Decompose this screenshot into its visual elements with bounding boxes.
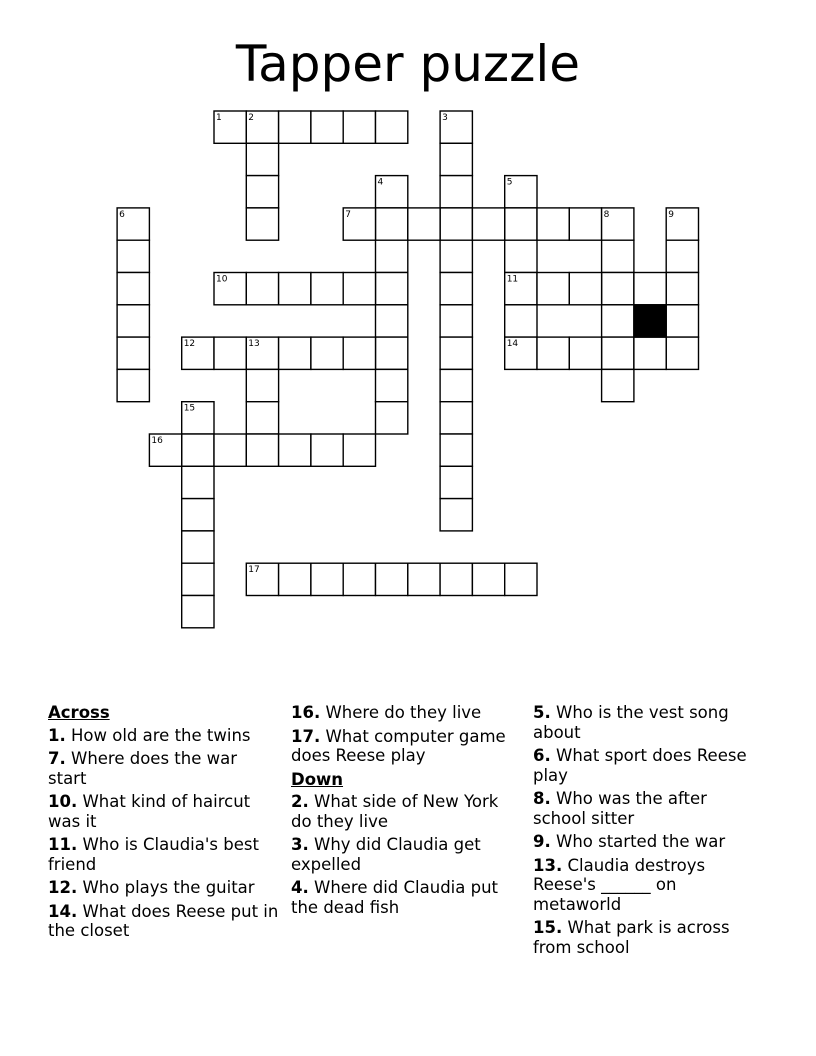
grid-cell[interactable] bbox=[246, 143, 278, 175]
grid-cell[interactable] bbox=[117, 369, 149, 401]
clue-text: Why did Claudia get expelled bbox=[291, 835, 481, 874]
grid-cell[interactable] bbox=[246, 369, 278, 401]
grid-cell[interactable] bbox=[602, 273, 634, 305]
clue-column-3 bbox=[533, 703, 761, 961]
grid-cell[interactable] bbox=[666, 240, 698, 272]
clue-column-1 bbox=[48, 703, 280, 945]
clue-down-9 bbox=[533, 832, 761, 852]
cell-number: 3 bbox=[442, 113, 448, 123]
grid-cell[interactable] bbox=[246, 402, 278, 434]
clue-text: Who plays the guitar bbox=[82, 878, 255, 897]
cell-number: 5 bbox=[506, 177, 513, 188]
grid-cell[interactable] bbox=[537, 273, 569, 305]
grid-cell[interactable] bbox=[634, 337, 666, 369]
clue-text: Who is Claudia's best friend bbox=[48, 835, 259, 874]
grid-cell[interactable] bbox=[279, 563, 311, 595]
puzzle-title: Tapper puzzle bbox=[235, 35, 581, 93]
grid-cell[interactable] bbox=[182, 563, 214, 595]
clue-text: What park is across from school bbox=[533, 918, 730, 957]
grid-cell[interactable] bbox=[505, 305, 537, 337]
grid-cell[interactable] bbox=[376, 369, 408, 401]
grid-cell[interactable] bbox=[440, 563, 472, 595]
black-cell bbox=[634, 305, 666, 337]
grid-cell[interactable] bbox=[117, 240, 149, 272]
grid-cell[interactable] bbox=[440, 305, 472, 337]
grid-cell[interactable] bbox=[246, 273, 278, 305]
grid-cell[interactable] bbox=[311, 273, 343, 305]
grid-cell[interactable] bbox=[279, 111, 311, 143]
grid-cell[interactable] bbox=[214, 337, 246, 369]
grid-cell[interactable] bbox=[117, 273, 149, 305]
clue-across-14 bbox=[48, 902, 280, 941]
grid-cell[interactable] bbox=[602, 305, 634, 337]
grid-cell[interactable] bbox=[634, 273, 666, 305]
clue-across-11 bbox=[48, 835, 280, 874]
grid-cell[interactable] bbox=[505, 208, 537, 240]
grid-cell[interactable] bbox=[246, 176, 278, 208]
cell-number: 13 bbox=[248, 339, 260, 350]
cell-number: 11 bbox=[506, 274, 519, 285]
clue-down-15 bbox=[533, 918, 761, 957]
grid-cell[interactable] bbox=[666, 337, 698, 369]
cell-number: 10 bbox=[216, 274, 228, 285]
grid-cell[interactable] bbox=[376, 402, 408, 434]
clue-text: Where do they live bbox=[325, 703, 482, 722]
clue-across-1 bbox=[48, 726, 280, 746]
grid-cell[interactable] bbox=[376, 563, 408, 595]
cell-number: 7 bbox=[345, 209, 351, 220]
clue-down-4 bbox=[291, 878, 519, 917]
grid-cell[interactable] bbox=[376, 240, 408, 272]
grid-cell[interactable] bbox=[343, 337, 375, 369]
clue-across-10 bbox=[48, 792, 280, 831]
grid-cell[interactable] bbox=[311, 563, 343, 595]
cell-number: 1 bbox=[216, 113, 222, 123]
clue-text: Where did Claudia put the dead fish bbox=[291, 878, 499, 917]
clue-number: 14. bbox=[48, 901, 78, 921]
clue-down-5 bbox=[533, 703, 761, 742]
grid-cell[interactable] bbox=[343, 273, 375, 305]
grid-cell[interactable] bbox=[472, 208, 504, 240]
grid-cell[interactable] bbox=[117, 305, 149, 337]
clue-down-6 bbox=[533, 746, 761, 785]
clue-column-2 bbox=[291, 703, 519, 921]
grid-cell[interactable] bbox=[311, 434, 343, 466]
clue-number: 1. bbox=[48, 725, 66, 745]
grid-cell[interactable] bbox=[537, 337, 569, 369]
clue-down-8 bbox=[533, 789, 761, 828]
clue-number: 4. bbox=[291, 878, 309, 897]
grid-cell[interactable] bbox=[311, 337, 343, 369]
grid-cell[interactable] bbox=[440, 402, 472, 434]
clue-number: 9. bbox=[533, 832, 551, 851]
clue-down-3 bbox=[291, 835, 519, 874]
clue-number: 12. bbox=[48, 878, 78, 897]
clue-text: What computer game does Reese play bbox=[291, 726, 506, 765]
clue-number: 11. bbox=[48, 835, 78, 854]
clue-number: 17. bbox=[291, 726, 321, 746]
clue-number: 8. bbox=[533, 789, 551, 808]
grid-cell[interactable] bbox=[440, 499, 472, 531]
grid-cell[interactable] bbox=[343, 111, 375, 143]
clue-number: 13. bbox=[533, 855, 563, 875]
clue-text: Who started the war bbox=[556, 832, 726, 851]
clue-across-12 bbox=[48, 878, 280, 898]
clue-number: 3. bbox=[291, 835, 309, 854]
grid-cell[interactable] bbox=[440, 369, 472, 401]
clue-text: Where does the war start bbox=[48, 749, 238, 788]
grid-cell[interactable] bbox=[440, 240, 472, 272]
clue-number: 7. bbox=[48, 749, 66, 768]
clue-number: 16. bbox=[291, 703, 321, 722]
cell-number: 2 bbox=[248, 113, 255, 123]
across-heading: Across bbox=[48, 703, 110, 722]
grid-cell[interactable] bbox=[505, 563, 537, 595]
grid-cell[interactable] bbox=[343, 563, 375, 595]
grid-cell[interactable] bbox=[117, 337, 149, 369]
grid-cell[interactable] bbox=[569, 337, 601, 369]
grid-cell[interactable] bbox=[376, 305, 408, 337]
grid-cell[interactable] bbox=[440, 337, 472, 369]
grid-cell[interactable] bbox=[376, 111, 408, 143]
grid-cell[interactable] bbox=[214, 434, 246, 466]
grid-cell[interactable] bbox=[182, 499, 214, 531]
grid-cell[interactable] bbox=[569, 273, 601, 305]
clue-down-13 bbox=[533, 856, 761, 915]
clue-down-2 bbox=[291, 792, 519, 831]
cell-number: 12 bbox=[183, 339, 196, 350]
grid-cell[interactable] bbox=[279, 337, 311, 369]
cell-number: 17 bbox=[248, 565, 260, 576]
grid-cell[interactable] bbox=[440, 143, 472, 175]
clue-across-16 bbox=[291, 703, 519, 723]
clue-number: 10. bbox=[48, 792, 78, 811]
down-heading: Down bbox=[291, 769, 344, 789]
clue-number: 5. bbox=[533, 703, 551, 722]
grid-cell[interactable] bbox=[505, 240, 537, 272]
grid-cell[interactable] bbox=[569, 208, 601, 240]
clue-number: 6. bbox=[533, 746, 551, 765]
cell-number: 4 bbox=[377, 177, 384, 188]
clue-number: 2. bbox=[291, 792, 309, 811]
clue-across-17 bbox=[291, 727, 519, 766]
grid-cell[interactable] bbox=[343, 434, 375, 466]
clue-text: Who is the vest song about bbox=[533, 703, 729, 742]
grid-cell[interactable] bbox=[279, 434, 311, 466]
grid-cell[interactable] bbox=[182, 466, 214, 498]
grid-cell[interactable] bbox=[440, 466, 472, 498]
grid-cell[interactable] bbox=[472, 563, 504, 595]
grid-cell[interactable] bbox=[279, 273, 311, 305]
cell-number: 15 bbox=[183, 403, 196, 414]
grid-cell[interactable] bbox=[602, 337, 634, 369]
grid-cell[interactable] bbox=[602, 240, 634, 272]
grid-cell[interactable] bbox=[246, 434, 278, 466]
grid-cell[interactable] bbox=[376, 208, 408, 240]
grid-cell[interactable] bbox=[182, 531, 214, 563]
grid-cell[interactable] bbox=[440, 273, 472, 305]
grid-cell[interactable] bbox=[182, 434, 214, 466]
grid-cell[interactable] bbox=[537, 208, 569, 240]
grid-cell[interactable] bbox=[311, 111, 343, 143]
clue-number: 15. bbox=[533, 918, 563, 937]
clue-text: What side of New York do they live bbox=[291, 792, 499, 831]
clue-text: How old are the twins bbox=[71, 725, 251, 745]
grid-cell[interactable] bbox=[376, 273, 408, 305]
grid-cell[interactable] bbox=[440, 176, 472, 208]
clue-text: What kind of haircut was it bbox=[48, 792, 251, 831]
clue-text: Who was the after school sitter bbox=[533, 789, 707, 828]
grid-cell[interactable] bbox=[246, 208, 278, 240]
cell-number: 16 bbox=[151, 436, 163, 446]
clue-text: Claudia destroys Reese's ______ on metaworld bbox=[533, 855, 706, 914]
grid-cell[interactable] bbox=[666, 305, 698, 337]
cell-number: 6 bbox=[119, 209, 125, 220]
grid-cell[interactable] bbox=[440, 208, 472, 240]
grid-cell[interactable] bbox=[666, 273, 698, 305]
cell-number: 14 bbox=[506, 339, 519, 350]
clue-text: What does Reese put in the closet bbox=[48, 901, 279, 940]
clue-text: What sport does Reese play bbox=[533, 746, 747, 785]
cell-number: 8 bbox=[603, 209, 610, 220]
grid-cell[interactable] bbox=[408, 563, 440, 595]
grid-cell[interactable] bbox=[182, 596, 214, 628]
grid-cell[interactable] bbox=[408, 208, 440, 240]
grid-cell[interactable] bbox=[376, 337, 408, 369]
grid-cell[interactable] bbox=[602, 369, 634, 401]
clue-across-7 bbox=[48, 749, 280, 788]
cell-number: 9 bbox=[668, 209, 674, 220]
grid-cell[interactable] bbox=[440, 434, 472, 466]
